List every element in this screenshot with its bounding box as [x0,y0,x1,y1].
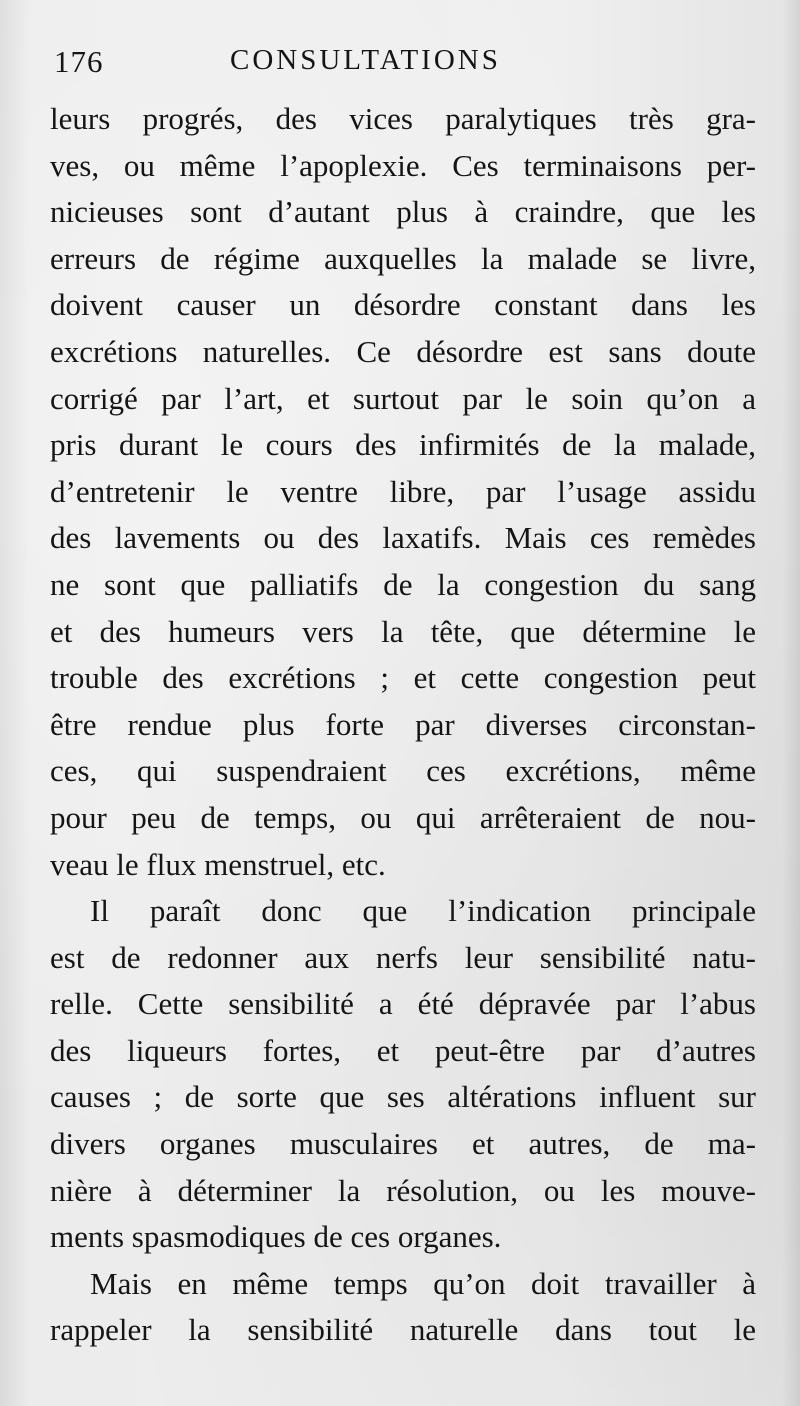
paragraph-end-line: ments spasmodiques de ces organes. [50,1219,502,1255]
text-line: et des humeurs vers la tête, que détermine le [50,613,756,649]
text-line: doivent causer un désordre constant dans les [50,287,756,323]
text-line: des liqueurs fortes, et peut-être par d’autres [50,1032,756,1068]
text-line: excrétions naturelles. Ce désordre est sans doute [50,333,756,369]
text-line: nière à déterminer la résolution, ou les mouve- [50,1172,756,1208]
text-line: pris durant le cours des infirmités de la malade, [50,427,756,463]
text-line: est de redonner aux nerfs leur sensibilité natu- [50,939,756,975]
paragraph-start-line: Mais en même temps qu’on doit travailler à [90,1265,756,1301]
text-line: leurs progrés, des vices paralytiques très gra- [50,101,756,136]
body-text [50,96,756,1354]
running-head: CONSULTATIONS [230,44,501,76]
text-line: corrigé par l’art, et surtout par le soin qu’on a [50,380,756,416]
text-line: ves, ou même l’apoplexie. Ces terminaisons per- [50,147,756,183]
text-line: relle. Cette sensibilité a été dépravée par l’abus [50,986,756,1022]
paragraph-end-line: veau le flux menstruel, etc. [50,846,386,882]
page-edge-shadow [782,0,800,1406]
text-line: divers organes musculaires et autres, de ma- [50,1126,756,1162]
text-line: nicieuses sont d’autant plus à craindre, que les [50,194,756,230]
text-line: trouble des excrétions ; et cette congestion peut [50,660,756,696]
text-line: des lavements ou des laxatifs. Mais ces remèdes [50,520,756,556]
text-line: d’entretenir le ventre libre, par l’usage assidu [50,473,756,509]
text-line: erreurs de régime auxquelles la malade se livre, [50,240,756,276]
page-header [54,40,754,90]
text-line: causes ; de sorte que ses altérations influent sur [50,1079,756,1115]
text-line: être rendue plus forte par diverses circonstan- [50,706,756,742]
text-line: ces, qui suspendraient ces excrétions, même [50,753,756,789]
text-line: rappeler la sensibilité naturelle dans tout le [50,1312,756,1348]
page-number: 176 [54,44,104,79]
paragraph-start-line: Il paraît donc que l’indication principale [90,893,756,929]
text-line: pour peu de temps, ou qui arrêteraient de nou- [50,799,756,835]
text-line: ne sont que palliatifs de la congestion du sang [50,566,756,602]
